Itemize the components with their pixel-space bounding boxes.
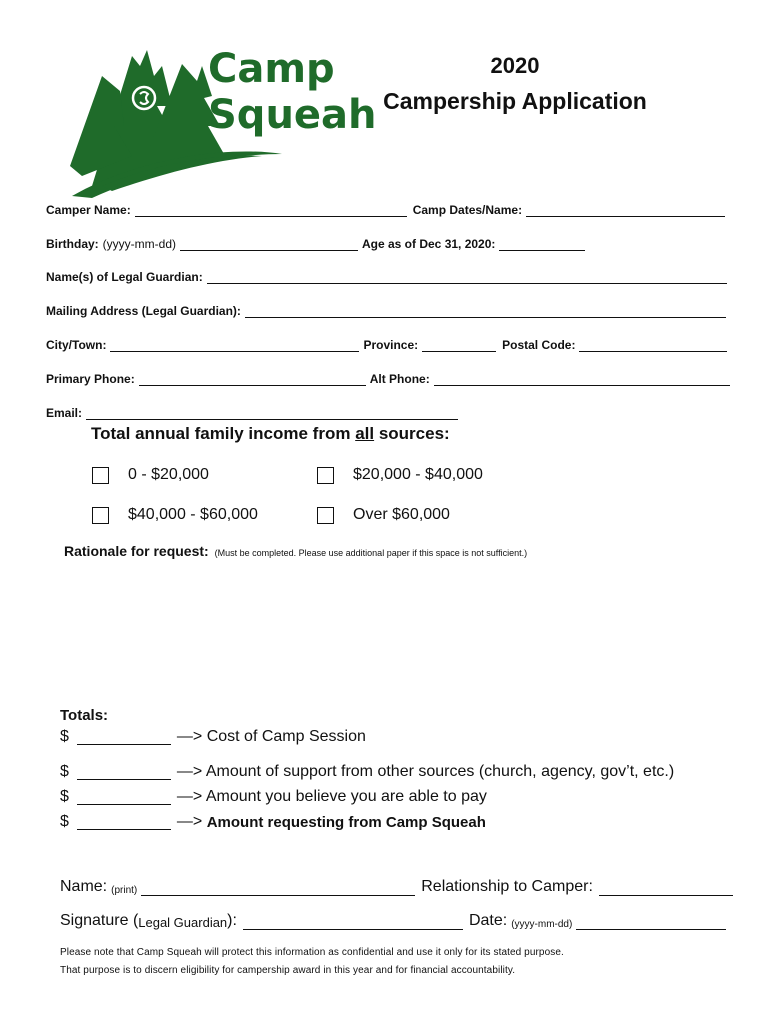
form-title: Campership Application <box>383 88 647 114</box>
birthday-label: Birthday: <box>46 237 99 251</box>
province-field[interactable] <box>422 337 496 352</box>
income-option-3-label: $40,000 - $60,000 <box>128 506 258 523</box>
mailing-address-label: Mailing Address (Legal Guardian): <box>46 304 241 318</box>
footer-note-2: That purpose is to discern eligibility for campership award in this year and for financial accountability. <box>60 965 516 976</box>
camp-dates-label: Camp Dates/Name: <box>412 203 523 217</box>
date-hint: (yyyy-mm-dd) <box>511 919 573 930</box>
able-to-pay-field[interactable] <box>77 790 171 805</box>
rationale-text-area[interactable] <box>62 566 722 696</box>
totals-line-cost-label: —> Cost of Camp Session <box>176 728 366 745</box>
camper-name-label: Camper Name: <box>46 203 131 217</box>
row-email <box>46 402 458 420</box>
primary-phone-field[interactable] <box>139 371 366 386</box>
camper-name-field[interactable] <box>135 202 407 217</box>
income-checkbox-2[interactable] <box>317 467 334 484</box>
income-title-post: sources: <box>374 424 450 443</box>
email-label: Email: <box>46 406 83 420</box>
row-mailing <box>46 300 726 318</box>
birthday-format: (yyyy-mm-dd) <box>102 237 176 251</box>
postal-code-label: Postal Code: <box>502 338 576 352</box>
name-hint: (print) <box>111 885 138 896</box>
age-label: Age as of Dec 31, 2020: <box>362 237 496 251</box>
row-phones <box>46 368 730 386</box>
city-field[interactable] <box>110 337 359 352</box>
camp-squeah-logo <box>62 36 377 200</box>
form-year: 2020 <box>490 53 540 78</box>
primary-phone-label: Primary Phone: <box>46 372 135 386</box>
date-label: Date: <box>468 912 508 929</box>
signature-field[interactable] <box>243 913 463 930</box>
currency-symbol: $ <box>60 763 69 780</box>
birthday-field[interactable] <box>180 236 358 251</box>
totals-line-other <box>60 763 674 781</box>
totals-line-requesting-arrow: —> <box>176 813 203 830</box>
currency-symbol: $ <box>60 813 69 830</box>
totals-line-other-label: —> Amount of support from other sources (church, agency, gov’t, etc.) <box>176 763 675 780</box>
print-name-field[interactable] <box>141 879 415 896</box>
relationship-field[interactable] <box>599 879 733 896</box>
totals-line-able <box>60 788 487 806</box>
totals-line-cost <box>60 728 366 746</box>
row-city <box>46 334 727 352</box>
date-field[interactable] <box>576 913 726 930</box>
row-birthday <box>46 233 585 251</box>
rationale-note: (Must be completed. Please use additional paper if this space is not sufficient.) <box>214 548 528 558</box>
email-field[interactable] <box>86 405 458 420</box>
alt-phone-label: Alt Phone: <box>369 372 430 386</box>
age-field[interactable] <box>499 236 585 251</box>
guardian-names-field[interactable] <box>207 269 727 284</box>
signature-label-mid: Legal Guardian <box>138 915 228 930</box>
name-label: Name: <box>60 878 108 895</box>
form-header <box>360 52 670 118</box>
row-name-relationship <box>60 878 733 896</box>
currency-symbol: $ <box>60 728 69 745</box>
income-option-2-label: $20,000 - $40,000 <box>353 466 483 483</box>
relationship-label: Relationship to Camper: <box>421 878 593 895</box>
footer-note-1: Please note that Camp Squeah will protect this information as confidential and use it only for its stated purpose. <box>60 947 564 958</box>
income-option-4 <box>317 506 450 524</box>
postal-code-field[interactable] <box>579 337 727 352</box>
income-option-2 <box>317 466 483 484</box>
currency-symbol: $ <box>60 788 69 805</box>
income-title-emph: all <box>355 424 375 443</box>
totals-line-able-label: —> Amount you believe you are able to pay <box>176 788 487 805</box>
camp-dates-field[interactable] <box>526 202 725 217</box>
city-label: City/Town: <box>46 338 107 352</box>
totals-line-requesting-label: Amount requesting from Camp Squeah <box>206 813 486 831</box>
income-checkbox-4[interactable] <box>317 507 334 524</box>
logo-line1: Camp <box>208 46 335 92</box>
requesting-amount-field[interactable] <box>77 815 171 830</box>
logo-line2: Squeah <box>208 92 377 138</box>
income-checkbox-1[interactable] <box>92 467 109 484</box>
province-label: Province: <box>363 338 419 352</box>
other-support-field[interactable] <box>77 765 171 780</box>
rationale-heading <box>64 543 527 559</box>
totals-line-requesting <box>60 813 486 831</box>
alt-phone-field[interactable] <box>434 371 730 386</box>
income-checkbox-3[interactable] <box>92 507 109 524</box>
income-title <box>91 424 450 444</box>
row-camper <box>46 199 725 217</box>
income-option-1-label: 0 - $20,000 <box>128 466 209 483</box>
signature-label-post: ): <box>227 912 237 929</box>
income-option-1 <box>92 466 209 484</box>
income-title-pre: Total annual family income from <box>91 424 356 443</box>
mailing-address-field[interactable] <box>245 303 726 318</box>
guardian-names-label: Name(s) of Legal Guardian: <box>46 270 203 284</box>
rationale-label: Rationale for request: <box>64 543 209 559</box>
income-option-3 <box>92 506 258 524</box>
income-option-4-label: Over $60,000 <box>353 506 450 523</box>
tree-logo-icon <box>62 36 377 200</box>
row-signature-date <box>60 912 726 930</box>
cost-amount-field[interactable] <box>77 730 171 745</box>
row-guardian <box>46 266 727 284</box>
totals-title: Totals: <box>60 707 109 724</box>
signature-label-pre: Signature ( <box>60 912 139 929</box>
